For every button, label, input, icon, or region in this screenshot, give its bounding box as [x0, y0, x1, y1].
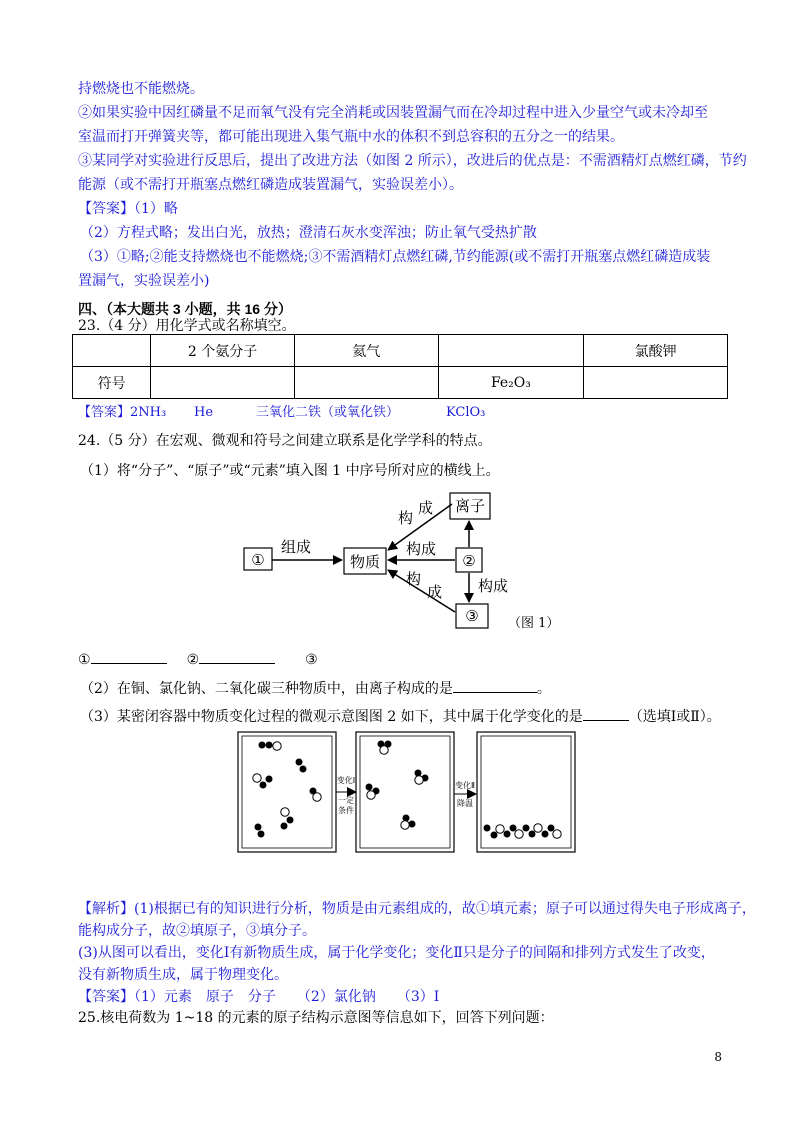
analysis-text: (1)根据已有的知识进行分析，物质是由元素组成的，故①填元素；原子可以通过得失电子形成离子， [134, 901, 756, 917]
blank-label: ② [186, 652, 200, 668]
table-cell [294, 367, 438, 399]
page-number: 8 [714, 1050, 722, 1064]
box-matter-label: 物质 [349, 553, 381, 571]
box-3-label: ③ [465, 607, 479, 625]
analysis-line: 没有新物质生成，属于物理变化。 [78, 967, 288, 983]
question-text: （3）某密闭容器中物质变化过程的微观示意图图 2 如下，其中属于化学变化的是 [80, 709, 583, 725]
analysis-line [78, 900, 756, 918]
table-cell [438, 335, 584, 367]
answer-label: 【答案】 [78, 989, 134, 1005]
answer-text: （1）略 [134, 201, 178, 217]
table-cell: 氯酸钾 [584, 335, 728, 367]
box-1-label: ① [251, 551, 265, 569]
blank-label: ③ [305, 652, 318, 668]
blank-line [78, 649, 318, 669]
answer-line [78, 988, 439, 1006]
answer-line [78, 404, 485, 422]
label-gou-1: 构 [398, 509, 414, 527]
section-title: 四、（本大题共 3 小题，共 16 分） [78, 301, 292, 317]
text-line: 能源（或不需打开瓶塞点燃红磷造成装置漏气，实验误差小）。 [78, 177, 463, 193]
question-part [80, 678, 551, 698]
answer-label: 【答案】 [78, 405, 131, 420]
answer-line: （2）方程式略；发出白光，放热；澄清石灰水变浑浊；防止氧气受热扩散 [80, 225, 537, 241]
table-cell [73, 335, 151, 367]
text-line: 室温而打开弹簧夹等，都可能出现进入集气瓶中水的体积不到总容积的五分之一的结果。 [78, 129, 624, 145]
analysis-line: (3)从图可以看出，变化Ⅰ有新物质生成，属于化学变化；变化Ⅱ只是分子的间隔和排列方式发生了改变， [78, 945, 715, 961]
table-cell [584, 367, 728, 399]
label-cheng-2: 成 [427, 583, 443, 601]
answer-label: 【答案】 [78, 201, 134, 217]
answer-text: （1）元素 原子 分子 （2）氯化钠 （3）Ⅰ [134, 989, 440, 1005]
analysis-line: 能构成分子，故②填原子，③填分子。 [78, 923, 316, 939]
arrow-2-label-bot: 降温 [457, 799, 473, 808]
box-ion-label: 离子 [454, 497, 486, 515]
question-25-stem: 25.核电荷数为 1~18 的元素的原子结构示意图等信息如下，回答下列问题： [78, 1010, 554, 1026]
arrow-1-label-bot: 条件 [338, 806, 354, 815]
arrow-1-label-top: 变化Ⅰ [336, 776, 356, 785]
analysis-label: 【解析】 [78, 901, 134, 917]
label-goucheng-mid: 构成 [405, 540, 437, 558]
figure-1-caption: （图 1） [508, 616, 560, 631]
question-text: （选填Ⅰ或Ⅱ）。 [628, 709, 721, 725]
answer-item: 2NH₃ [130, 405, 167, 420]
label-cheng-1: 成 [418, 499, 434, 517]
question-24-stem: 24.（5 分）在宏观、微观和符号之间建立联系是化学学科的特点。 [78, 433, 492, 449]
blank-label: ① [78, 652, 91, 668]
question-23-stem: 23.（4 分）用化学式或名称填空。 [78, 318, 296, 334]
text-line: ③某同学对实验进行反思后，提出了改进方法（如图 2 所示），改进后的优点是：不需酒精灯点燃红磷，节约 [78, 153, 747, 169]
question-part [80, 706, 721, 726]
answer-item: He [194, 405, 214, 420]
question-part: （1）将“分子”、“原子”或“元素”填入图 1 中序号所对应的横线上。 [80, 463, 500, 479]
table-cell [151, 367, 295, 399]
answer-line [78, 200, 178, 218]
question-text: （2）在铜、氯化钠、二氧化碳三种物质中，由离子构成的是 [80, 681, 453, 697]
arrow-1-label-mid: 一定 [338, 796, 354, 805]
table-row [73, 335, 728, 367]
answer-blank[interactable] [453, 678, 537, 693]
answer-item: 三氧化二铁（或氧化铁） [256, 405, 400, 420]
box-2-label: ② [462, 552, 476, 570]
table-cell: 2 个氨分子 [151, 335, 295, 367]
label-zucheng: 组成 [280, 538, 312, 556]
answer-line: （3）①略;②能支持燃烧也不能燃烧;③不需酒精灯点燃红磷,节约能源(或不需打开瓶塞点燃红磷造成装 [80, 249, 711, 265]
container-1 [238, 732, 336, 852]
answer-item: KClO₃ [446, 405, 486, 420]
q23-table [72, 334, 728, 399]
table-row [73, 367, 728, 399]
table-cell: 氦气 [294, 335, 438, 367]
arrow-3-to-matter [388, 570, 455, 612]
answer-blank[interactable] [91, 649, 167, 664]
label-gou-2: 构 [406, 570, 422, 588]
label-goucheng-down: 构成 [478, 577, 509, 595]
text-line: 持燃烧也不能燃烧。 [78, 81, 204, 97]
answer-blank[interactable] [199, 649, 275, 664]
answer-line: 置漏气，实验误差小) [78, 273, 210, 289]
text-line: ②如果实验中因红磷量不足而氧气没有完全消耗或因装置漏气而在冷却过程中进入少量空气或未冷却至 [78, 105, 708, 121]
answer-blank[interactable] [583, 706, 629, 721]
table-cell: Fe₂O₃ [438, 367, 584, 399]
question-text: 。 [536, 681, 551, 697]
arrow-2-label-top: 变化Ⅱ [455, 781, 475, 790]
table-cell: 符号 [73, 367, 151, 399]
